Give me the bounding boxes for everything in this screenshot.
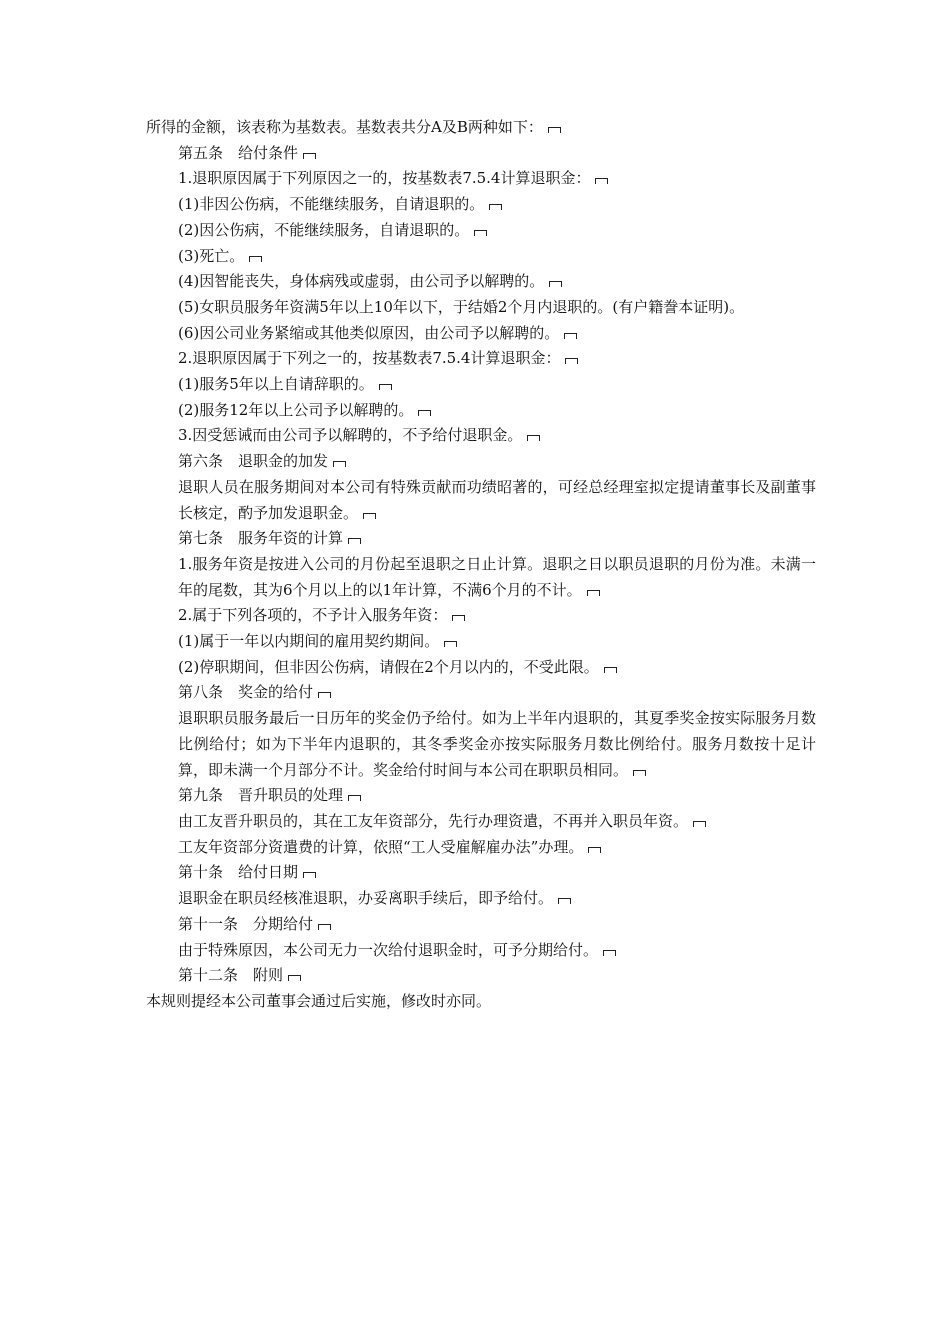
line-text: 工友年资部分资遣费的计算，依照“工人受雇解雇办法”办理。 — [178, 837, 584, 856]
paragraph-return-mark-icon — [588, 847, 601, 853]
paragraph-return-mark-icon — [587, 590, 600, 596]
line-text: (2)因公伤病，不能继续服务，自请退职的。 — [178, 220, 470, 239]
line-text: (2)停职期间，但非因公伤病，请假在2个月以内的，不受此限。 — [178, 657, 599, 676]
line-text: (1)属于一年以内期间的雇用契约期间。 — [178, 632, 440, 651]
paragraph-return-mark-icon — [489, 204, 502, 210]
paragraph-return-mark-icon — [249, 256, 262, 262]
paragraph-line — [146, 552, 816, 603]
article-heading — [146, 860, 816, 886]
paragraph-return-mark-icon — [693, 821, 706, 827]
article-heading — [146, 963, 816, 989]
paragraph-line — [146, 989, 816, 1015]
paragraph-line — [146, 629, 816, 655]
line-text: 第九条 晋升职员的处理 — [178, 786, 344, 805]
line-text: (1)服务5年以上自请辞职的。 — [178, 375, 374, 394]
paragraph-return-mark-icon — [444, 641, 457, 647]
line-text: (4)因智能丧失，身体病残或虚弱，由公司予以解聘的。 — [178, 272, 545, 291]
line-text: 第六条 退职金的加发 — [178, 452, 329, 471]
paragraph-return-mark-icon — [303, 872, 316, 878]
line-text: 由于特殊原因，本公司无力一次给付退职金时，可予分期给付。 — [178, 940, 599, 959]
line-text: 退职人员在服务期间对本公司有特殊贡献而功绩昭著的，可经总经理室拟定提请董事长及副董事长核定，酌予加发退职金。 — [178, 477, 816, 522]
paragraph-line — [146, 423, 816, 449]
paragraph-line — [146, 192, 816, 218]
paragraph-return-mark-icon — [564, 333, 577, 339]
paragraph-line — [146, 346, 816, 372]
paragraph-line — [146, 295, 816, 321]
line-text: 第五条 给付条件 — [178, 143, 299, 162]
paragraph-line — [146, 166, 816, 192]
paragraph-return-mark-icon — [595, 178, 608, 184]
paragraph-return-mark-icon — [333, 461, 346, 467]
paragraph-return-mark-icon — [603, 950, 616, 956]
paragraph-return-mark-icon — [318, 924, 331, 930]
paragraph-return-mark-icon — [452, 615, 465, 621]
line-text: 1.服务年资是按进入公司的月份起至退职之日止计算。退职之日以职员退职的月份为准。未满一年的尾数，其为6个月以上的以1年计算，不满6个月的不计。 — [178, 554, 816, 599]
paragraph-return-mark-icon — [548, 127, 561, 133]
line-text: 第十二条 附则 — [178, 966, 284, 985]
line-text: 第七条 服务年资的计算 — [178, 529, 344, 548]
line-text: (2)服务12年以上公司予以解聘的。 — [178, 400, 414, 419]
paragraph-line — [146, 603, 816, 629]
paragraph-return-mark-icon — [418, 410, 431, 416]
line-text: 退职职员服务最后一日历年的奖金仍予给付。如为上半年内退职的，其夏季奖金按实际服务月数比例给付；如为下半年内退职的，其冬季奖金亦按实际服务月数比例给付。服务月数按十足计算，即未满一个月部分不计。奖金给付时间与本公司在职职员相同。 — [178, 709, 816, 779]
article-heading — [146, 449, 816, 475]
paragraph-return-mark-icon — [379, 384, 392, 390]
paragraph-return-mark-icon — [549, 281, 562, 287]
paragraph-return-mark-icon — [348, 795, 361, 801]
paragraph-return-mark-icon — [318, 692, 331, 698]
paragraph-line — [146, 938, 816, 964]
article-heading — [146, 680, 816, 706]
paragraph-line — [146, 372, 816, 398]
paragraph-line — [146, 244, 816, 270]
paragraph-line — [146, 655, 816, 681]
paragraph-line — [146, 218, 816, 244]
paragraph-line — [146, 321, 816, 347]
paragraph-return-mark-icon — [288, 975, 301, 981]
paragraph-line — [146, 115, 816, 141]
line-text: 1.退职原因属于下列原因之一的，按基数表7.5.4计算退职金： — [178, 169, 591, 188]
paragraph-line — [146, 398, 816, 424]
line-text: 本规则提经本公司董事会通过后实施，修改时亦同。 — [146, 991, 492, 1010]
line-text: 所得的金额，该表称为基数表。基数表共分A及B两种如下： — [146, 118, 543, 136]
paragraph-return-mark-icon — [348, 538, 361, 544]
paragraph-return-mark-icon — [474, 230, 487, 236]
line-text: 退职金在职员经核准退职，办妥离职手续后，即予给付。 — [178, 889, 554, 908]
line-text: 3.因受惩诫而由公司予以解聘的，不予给付退职金。 — [178, 426, 523, 445]
paragraph-return-mark-icon — [303, 153, 316, 159]
paragraph-return-mark-icon — [604, 667, 617, 673]
article-heading — [146, 912, 816, 938]
line-text: 第十一条 分期给付 — [178, 914, 314, 933]
paragraph-line — [146, 809, 816, 835]
paragraph-return-mark-icon — [363, 513, 376, 519]
line-text: 2.属于下列各项的，不予计入服务年资： — [178, 606, 448, 625]
line-text: (6)因公司业务紧缩或其他类似原因，由公司予以解聘的。 — [178, 323, 560, 342]
line-text: 第十条 给付日期 — [178, 863, 299, 882]
line-text: 2.退职原因属于下列之一的，按基数表7.5.4计算退职金： — [178, 349, 561, 368]
paragraph-line — [146, 269, 816, 295]
line-text: (1)非因公伤病，不能继续服务，自请退职的。 — [178, 195, 485, 214]
paragraph-line — [146, 706, 816, 783]
line-text: 第八条 奖金的给付 — [178, 683, 314, 702]
document-body — [146, 115, 816, 1015]
paragraph-return-mark-icon — [558, 898, 571, 904]
article-heading — [146, 783, 816, 809]
line-text: 由工友晋升职员的，其在工友年资部分，先行办理资遣，不再并入职员年资。 — [178, 811, 689, 830]
article-heading — [146, 526, 816, 552]
line-text: (3)死亡。 — [178, 246, 245, 265]
paragraph-return-mark-icon — [527, 435, 540, 441]
article-heading — [146, 141, 816, 167]
line-text: (5)女职员服务年资满5年以上10年以下，于结婚2个月内退职的。(有户籍誊本证明)。 — [178, 297, 745, 316]
paragraph-return-mark-icon — [565, 358, 578, 364]
paragraph-line — [146, 835, 816, 861]
paragraph-line — [146, 886, 816, 912]
paragraph-line — [146, 475, 816, 526]
paragraph-return-mark-icon — [633, 770, 646, 776]
